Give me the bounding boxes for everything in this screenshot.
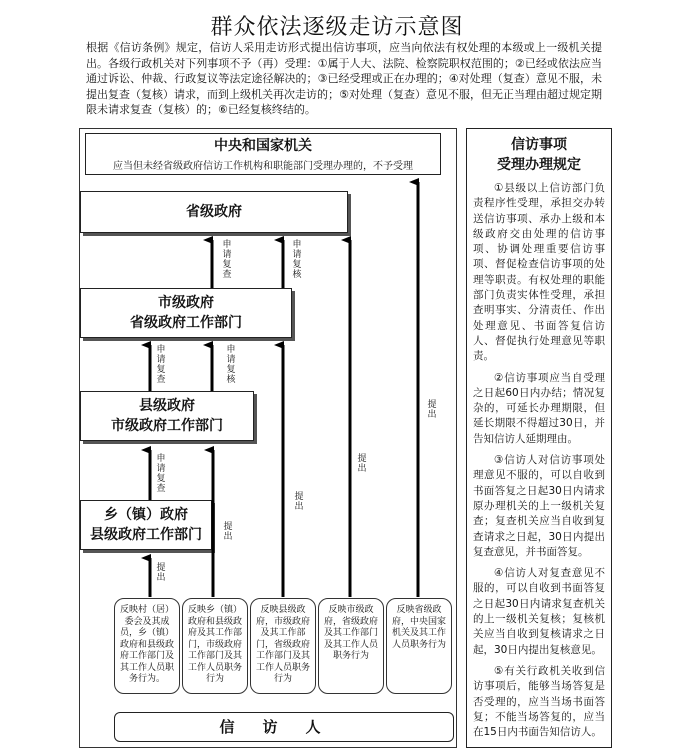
city-name-1: 市级政府 bbox=[158, 295, 214, 311]
rules-panel bbox=[466, 128, 612, 748]
visitor-bar: 信访人 bbox=[114, 712, 454, 742]
label-submit-3: 提出 bbox=[294, 492, 304, 512]
county-name-2: 市级政府工作部门 bbox=[111, 418, 223, 434]
source-box-3: 反映县级政府，市级政府及其工作部门，省级政府工作部门及其工作人员职务行为 bbox=[250, 598, 316, 694]
label-submit-4: 提出 bbox=[357, 454, 367, 474]
central-organs-note: 应当但未经省级政府信访工作机构和职能部门受理办理的，不予受理 bbox=[113, 161, 413, 172]
province-name: 省级政府 bbox=[186, 204, 242, 220]
county-name-1: 县级政府 bbox=[139, 398, 195, 414]
source-box-4: 反映市级政府，省级政府及其工作部门及其工作人员职务行为 bbox=[318, 598, 384, 694]
town-name-2: 县级政府工作部门 bbox=[90, 527, 202, 543]
rules-heading-2: 受理办理规定 bbox=[497, 157, 581, 173]
label-submit-1: 提出 bbox=[156, 563, 166, 583]
rule-item-5: ⑤有关行政机关收到信访事项后，能够当场答复是否受理的，应当当场书面答复；不能当场答复的，应当在15日内书面告知信访人。 bbox=[473, 664, 605, 739]
intro-paragraph: 根据《信访条例》规定，信访人采用走访形式提出信访事项，应当向依法有权处理的本级或上一级机关提出。各级行政机关对下列事项不予（再）受理：①属于人大、法院、检察院职权范围的；②已经或依法应当通过诉讼、仲裁、行政复议等法定途径解决的；③已经受理或正在办理的；④对处理（复查）意见不服，未提出复查（复核）请求，而到上级机关再次走访的；⑤对处理（复查）意见不服，但无正当理由超过规定期限未请求复查（复核）的；⑥已经复核终结的。 bbox=[86, 41, 602, 116]
label-submit-2: 提出 bbox=[223, 522, 233, 542]
central-organs-name: 中央和国家机关 bbox=[214, 138, 312, 154]
label-town-recheck: 申请复查 bbox=[156, 454, 166, 494]
rule-item-1: ①县级以上信访部门负责程序性受理，承担交办转送信访事项、承办上级和本级政府交由处理的信访事项、协调处理重要信访事项、督促检查信访事项的处理等职责。有权处理的职能部门负责实体性受理，承担查明事实、分清责任、作出处理意见、书面答复信访人、督促执行处理意见等职责。 bbox=[473, 182, 605, 363]
label-city-review: 申请复核 bbox=[292, 240, 302, 280]
source-box-2: 反映乡（镇）政府和县级政府及其工作部门，市级政府工作部门及其工作人员职务行为 bbox=[182, 598, 248, 694]
label-county-recheck: 申请复查 bbox=[156, 345, 166, 385]
source-box-5: 反映省级政府，中央国家机关及其工作人员职务行为 bbox=[386, 598, 452, 694]
rule-item-2: ②信访事项应当自受理之日起60日内办结；情况复杂的，可延长办理期限，但延长期限不得超过30日，并告知信访人延期理由。 bbox=[473, 371, 605, 445]
source-box-1: 反映村（居）委会及其成员，乡（镇）政府和县级政府工作部门及其工作人员职务行为。 bbox=[114, 598, 180, 694]
rule-item-4: ④信访人对复查意见不服的，可以自收到书面答复之日起30日内请求复查机关的上一级机关复核；复核机关应当自收到复核请求之日起，30日内提出复核意见。 bbox=[473, 567, 605, 656]
rule-item-3: ③信访人对信访事项处理意见不服的，可以自收到书面答复之日起30日内请求原办理机关的上一级机关复查；复查机关应当自收到复查请求之日起，30日内提出复查意见，并书面答复。 bbox=[473, 454, 605, 558]
page-title: 群众依法逐级走访示意图 bbox=[210, 15, 464, 40]
label-submit-5: 提出 bbox=[427, 400, 437, 420]
rules-heading-1: 信访事项 bbox=[511, 137, 567, 153]
label-county-review: 申请复核 bbox=[226, 345, 236, 385]
city-name-2: 省级政府工作部门 bbox=[130, 315, 242, 331]
town-name-1: 乡（镇）政府 bbox=[104, 507, 188, 523]
label-city-recheck: 申请复查 bbox=[222, 240, 232, 280]
